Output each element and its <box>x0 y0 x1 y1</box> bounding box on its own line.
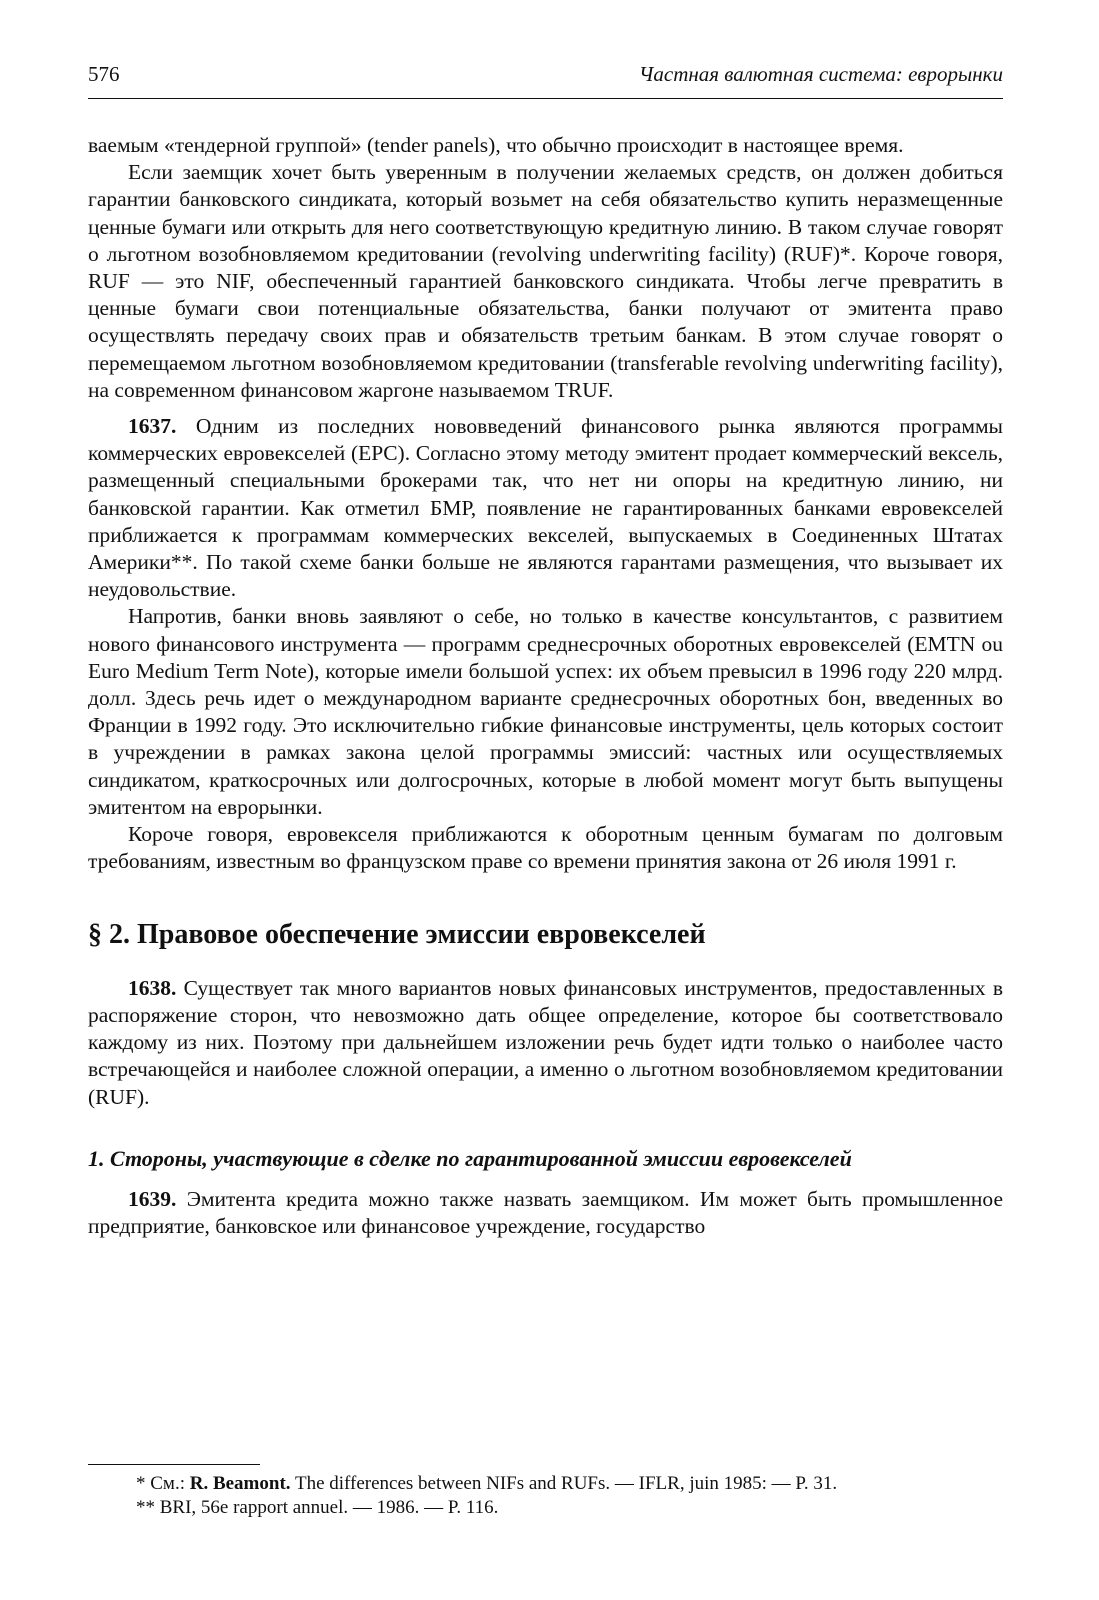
paragraph: ваемым «тендерной группой» (tender panels), что обычно происходит в настоящее время. <box>88 133 904 157</box>
footnote-author: R. Beamont. <box>189 1473 291 1494</box>
paragraph-text: Существует так много вариантов новых финансовых инструментов, предоставленных в распоряжение сторон, что невозможно дать общее определение, которое бы соответствовало каждому из них. Поэтому при дальнейшем изложении речь будет идти только о наиболее часто встречающейся и наиболее сложной операции, а именно о льготном возобновляемом кредитовании (RUF). <box>88 975 1004 1109</box>
main-text <box>88 132 1003 1240</box>
paragraph-number: 1637. <box>128 414 177 439</box>
running-title: Частная валютная система: еврорынки <box>638 62 1003 86</box>
footnote-1 <box>88 1472 1003 1496</box>
paragraph-1638 <box>88 975 1003 1111</box>
paragraph-text: Одним из последних нововведений финансового рынка являются программы коммерческих евровекселей (EPC). Согласно этому методу эмитент продает коммерческий вексель, размещенный специальными брокерами так, что нет ни опоры на кредитную линию, ни банковской гарантии. Как отметил БМР, появление не гарантированных банками евровекселей приближается к программам коммерческих векселей, выпускаемых в Соединенных Штатах Америки**. По такой схеме банки больше не являются гарантами размещения, что вызывает их неудовольствие. <box>88 414 1003 602</box>
paragraph-1639 <box>88 1186 1003 1240</box>
running-header <box>88 58 1003 99</box>
footnote-mark: * См.: <box>136 1473 185 1494</box>
section-heading: § 2. Правовое обеспечение эмиссии евровекселей <box>88 919 706 951</box>
paragraph-number: 1639. <box>128 1186 177 1211</box>
paragraph: Короче говоря, евровекселя приближаются к оборотным ценным бумагам по долговым требованиям, известным во французском праве со времени принятия закона от 26 июля 1991 г. <box>88 822 1003 874</box>
footnote-text: The differences between NIFs and RUFs. — IFLR, juin 1985: — P. 31. <box>294 1473 838 1494</box>
paragraph: Если заемщик хочет быть уверенным в получении желаемых средств, он должен добиться гарантии банковского синдиката, который возьмет на себя обязательство купить неразмещенные ценные бумаги или открыть для него соответствующую кредитную линию. В таком случае говорят о льготном возобновляемом кредитовании (revolving underwriting facility) (RUF)*. Короче говоря, RUF — это NIF, обеспеченный гарантией банковского синдиката. Чтобы легче превратить в ценные бумаги свои потенциальные обязательства, банки получают от эмитента право осуществлять передачу своих прав и обязательств третьим банкам. В этом случае говорят о перемещаемом льготном возобновляемом кредитовании (transferable revolving underwriting facility), на современном финансовом жаргоне называемом TRUF. <box>88 160 1003 402</box>
footnote-2: ** BRI, 56e rapport annuel. — 1986. — P. 116. <box>136 1497 499 1518</box>
paragraph: Напротив, банки вновь заявляют о себе, но только в качестве консультантов, с развитием нового финансового инструмента — программ среднесрочных оборотных евровекселей (EMTN ou Euro Medium Term Note), которые имели большой успех: их объем превысил в 1996 году 220 млрд. долл. Здесь речь идет о международном варианте среднесрочных оборотных бон, введенных во Франции в 1992 году. Это исключительно гибкие финансовые инструменты, цель которых состоит в учреждении в рамках закона целой программы эмиссий: частных или осуществляемых синдикатом, краткосрочных или долгосрочных, которые в любой момент могут быть выпущены эмитентом на еврорынки. <box>88 604 1003 819</box>
page-number: 576 <box>88 62 120 86</box>
paragraph-text: Эмитента кредита можно также назвать заемщиком. Им может быть промышленное предприятие, банковское или финансовое учреждение, государство <box>88 1186 1003 1239</box>
paragraph-number: 1638. <box>128 975 177 1000</box>
paragraph-1637 <box>88 413 1003 603</box>
subsection-heading: 1. Стороны, участвующие в сделке по гарантированной эмиссии евровекселей <box>88 1145 852 1171</box>
footnotes <box>88 1472 1003 1520</box>
footnote-divider <box>88 1464 260 1465</box>
